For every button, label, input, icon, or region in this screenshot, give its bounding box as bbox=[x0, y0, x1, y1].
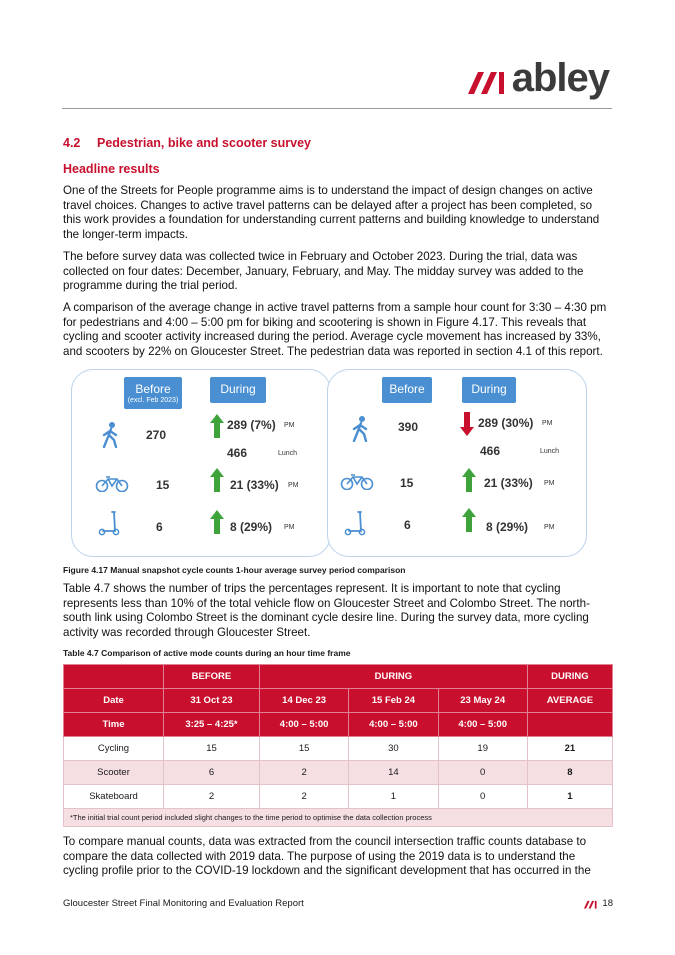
table-average-cell: 1 bbox=[527, 784, 612, 808]
table-header-before: BEFORE bbox=[164, 664, 260, 688]
bicycle-icon bbox=[340, 474, 374, 490]
paragraph: One of the Streets for People programme aims is to understand the impact of design changes on active travel choices. Changes to active travel patterns can be delayed after a project has been completed, so this work provides a foundation for understanding current patterns and building knowledge to understand the longer-term impacts. bbox=[63, 184, 600, 242]
table-date-cell: 31 Oct 23 bbox=[164, 688, 260, 712]
paragraph: To compare manual counts, data was extracted from the council intersection traffic counts database to compare the data collected with 2019 data. The purpose of using the 2019 data is to understand the cycling profile prior to the COVID-19 lockdown and the significant development that has occurred in the bbox=[63, 834, 591, 878]
table-mode-cell: Scooter bbox=[64, 760, 164, 784]
comparison-panel-left bbox=[71, 369, 331, 557]
bike-during-value: 21 (33%) bbox=[484, 475, 533, 490]
section-number: 4.2 bbox=[63, 136, 81, 150]
pm-tag: PM bbox=[284, 523, 295, 531]
table-time-cell: 4:00 – 5:00 bbox=[438, 712, 527, 736]
paragraph: The before survey data was collected twice in February and October 2023. During the trial, data was collected on four dates: December, January, February, and May. The midday survey was added to the programme during the trial period. bbox=[63, 249, 584, 293]
table-row bbox=[64, 784, 613, 808]
footer-title: Gloucester Street Final Monitoring and Evaluation Report bbox=[63, 898, 304, 909]
pm-tag: PM bbox=[284, 421, 295, 429]
table-date-cell: 23 May 24 bbox=[438, 688, 527, 712]
table-cell: 2 bbox=[259, 760, 348, 784]
table-cell: 2 bbox=[259, 784, 348, 808]
table-date-row bbox=[64, 688, 613, 712]
table-mode-cell: Skateboard bbox=[64, 784, 164, 808]
page-number: 18 bbox=[602, 898, 613, 909]
arrow-up-icon bbox=[462, 468, 476, 492]
table-cell: 15 bbox=[259, 736, 348, 760]
page-footer bbox=[63, 898, 613, 909]
table-average-cell: 8 bbox=[527, 760, 612, 784]
table-date-cell: 14 Dec 23 bbox=[259, 688, 348, 712]
table-header-cell bbox=[64, 664, 164, 688]
pedestrian-during-value: 289 (30%) bbox=[478, 415, 534, 430]
pedestrian-during-value: 289 (7%) bbox=[227, 417, 276, 432]
bike-before-value: 15 bbox=[156, 477, 170, 492]
table-cell: 1 bbox=[349, 784, 438, 808]
table-mode-cell: Cycling bbox=[64, 736, 164, 760]
table-row bbox=[64, 736, 613, 760]
table-cell: 0 bbox=[438, 760, 527, 784]
table-caption: Table 4.7 Comparison of active mode counts during an hour time frame bbox=[63, 647, 351, 658]
table-row bbox=[64, 760, 613, 784]
arrow-up-icon bbox=[210, 414, 224, 438]
lunch-tag: Lunch bbox=[278, 449, 298, 457]
scooter-before-value: 6 bbox=[156, 519, 163, 534]
before-header bbox=[124, 377, 182, 409]
before-header bbox=[382, 377, 432, 403]
figure-4-17 bbox=[63, 369, 613, 561]
abley-logo bbox=[468, 58, 609, 98]
scooter-during-value: 8 (29%) bbox=[230, 519, 273, 534]
table-header-time: Time bbox=[64, 712, 164, 736]
table-group-header-row bbox=[64, 664, 613, 688]
table-header-average: AVERAGE bbox=[527, 688, 612, 712]
pedestrian-before-value: 270 bbox=[146, 427, 167, 442]
table-time-row bbox=[64, 712, 613, 736]
before-sublabel: (excl. Feb 2023) bbox=[127, 396, 179, 404]
bike-during-value: 21 (33%) bbox=[230, 477, 279, 492]
during-label: During bbox=[220, 381, 256, 396]
during-header bbox=[210, 377, 266, 403]
paragraph: A comparison of the average change in active travel patterns from a sample hour count for 3:30 – 4:30 pm for pedestrians and 4:00 – 5:00 pm for biking and scootering is shown in Figure 4.17. This reveals that cycling and scooter activity increased during the period. Average cycle movement has increased by 33%, and scooters by 22% on Gloucester Street. The pedestrian data was reported in section 4.1 of this report. bbox=[63, 301, 607, 359]
table-header-during: DURING bbox=[259, 664, 527, 688]
figure-caption: Figure 4.17 Manual snapshot cycle counts 1-hour average survey period comparison bbox=[63, 564, 406, 575]
table-cell: 19 bbox=[438, 736, 527, 760]
pedestrian-before-value: 390 bbox=[398, 419, 419, 434]
table-time-cell: 4:00 – 5:00 bbox=[349, 712, 438, 736]
scooter-before-value: 6 bbox=[404, 517, 411, 532]
table-cell: 6 bbox=[164, 760, 260, 784]
pm-tag: PM bbox=[542, 419, 553, 427]
table-header-date: Date bbox=[64, 688, 164, 712]
abley-mark-icon bbox=[584, 899, 598, 909]
table-footnote: *The initial trial count period included slight changes to the time period to optimise the data collection process bbox=[63, 809, 613, 827]
lunch-tag: Lunch bbox=[540, 447, 560, 455]
scooter-during-value: 8 (29%) bbox=[486, 519, 529, 534]
arrow-up-icon bbox=[210, 510, 224, 534]
paragraph: Table 4.7 shows the number of trips the percentages represent. It is important to note that cycling represents less than 10% of the total vehicle flow on Gloucester Street and Colombo Street. The north-south link using Colombo Street is the dominant cycle desire line. During the survey data, more cycling activity was recorded through Gloucester Street. bbox=[63, 581, 590, 640]
pedestrian-icon bbox=[100, 422, 122, 448]
table-average-cell: 21 bbox=[527, 736, 612, 760]
scooter-icon bbox=[98, 510, 120, 536]
pedestrian-lunch-value: 466 bbox=[480, 443, 501, 458]
section-title: Pedestrian, bike and scooter survey bbox=[97, 136, 311, 150]
table-cell: 0 bbox=[438, 784, 527, 808]
pm-tag: PM bbox=[288, 481, 299, 489]
pm-tag: PM bbox=[544, 479, 555, 487]
during-label: During bbox=[471, 381, 507, 396]
table-header-during-avg: DURING bbox=[527, 664, 612, 688]
before-label: Before bbox=[389, 381, 425, 396]
comparison-panel-right bbox=[327, 369, 587, 557]
bicycle-icon bbox=[95, 476, 129, 492]
active-mode-counts-table bbox=[63, 664, 613, 809]
page-content bbox=[63, 136, 613, 879]
table-time-cell: 3:25 – 4:25* bbox=[164, 712, 260, 736]
arrow-up-icon bbox=[210, 468, 224, 492]
table-header-cell bbox=[527, 712, 612, 736]
table-cell: 30 bbox=[349, 736, 438, 760]
during-header bbox=[462, 377, 516, 403]
table-cell: 15 bbox=[164, 736, 260, 760]
table-cell: 14 bbox=[349, 760, 438, 784]
pm-tag: PM bbox=[544, 523, 555, 531]
bike-before-value: 15 bbox=[400, 475, 414, 490]
scooter-icon bbox=[344, 510, 366, 536]
arrow-down-icon bbox=[460, 412, 474, 436]
table-time-cell: 4:00 – 5:00 bbox=[259, 712, 348, 736]
arrow-up-icon bbox=[462, 508, 476, 532]
pedestrian-lunch-value: 466 bbox=[227, 445, 248, 460]
section-heading bbox=[63, 136, 613, 150]
footer-page bbox=[584, 898, 613, 909]
pedestrian-icon bbox=[350, 416, 372, 442]
subheading: Headline results bbox=[63, 162, 160, 176]
table-cell: 2 bbox=[164, 784, 260, 808]
logo-wordmark: abley bbox=[511, 56, 609, 100]
abley-logo-mark-icon bbox=[468, 68, 508, 94]
header-divider bbox=[62, 108, 612, 109]
table-date-cell: 15 Feb 24 bbox=[349, 688, 438, 712]
before-label: Before bbox=[135, 381, 171, 396]
